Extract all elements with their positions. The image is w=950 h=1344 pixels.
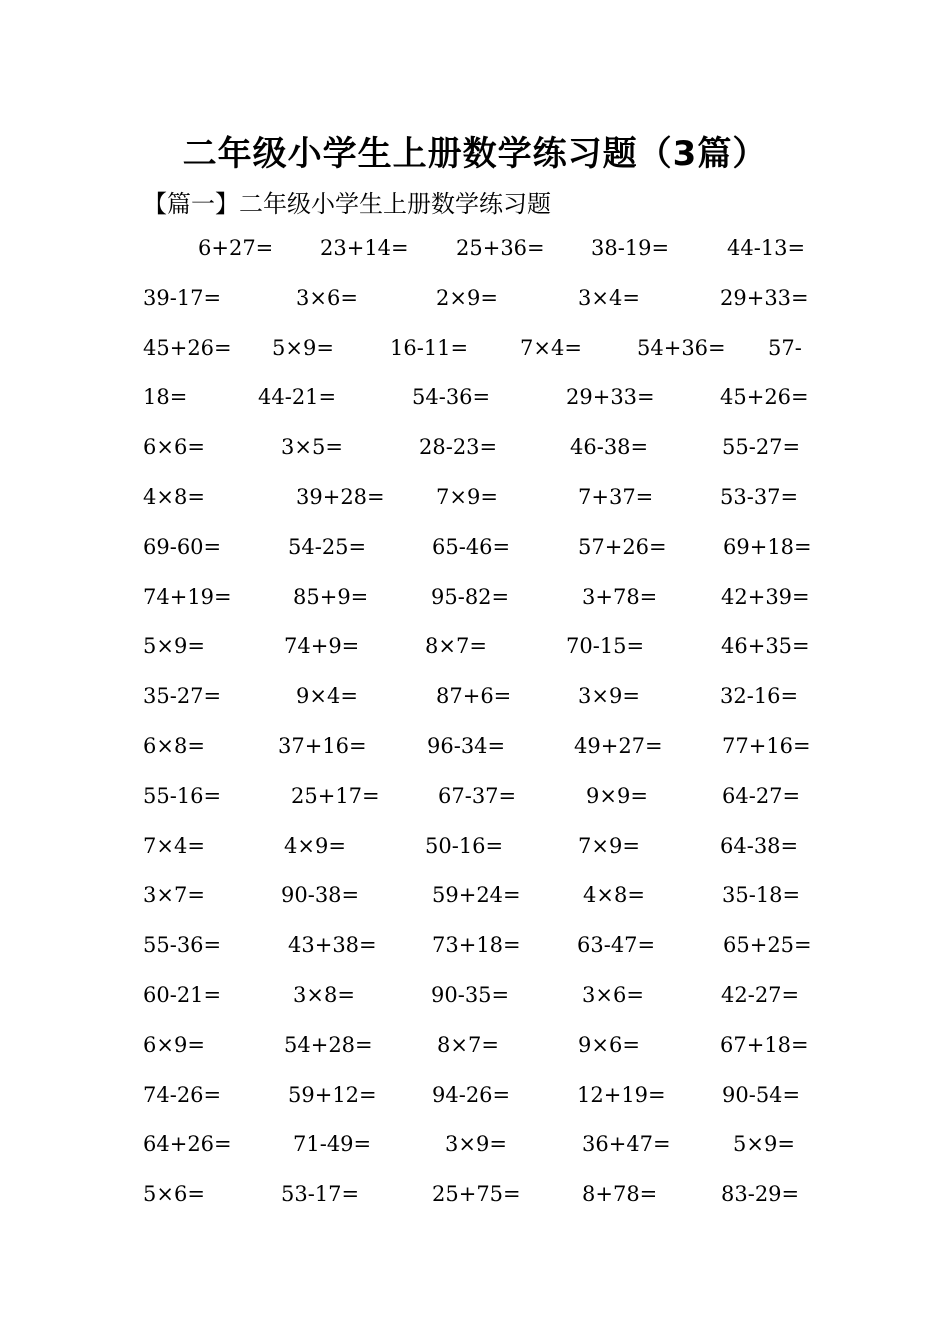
problem-item: 35-18= [722, 883, 801, 908]
problem-row [0, 731, 950, 761]
problem-item: 3×9= [445, 1132, 507, 1157]
problem-item: 7×9= [436, 485, 498, 509]
problem-item: 23+14= [320, 236, 409, 260]
problem-item: 50-16= [425, 833, 504, 858]
problem-item: 5×9= [143, 634, 205, 659]
problem-item: 69+18= [723, 534, 812, 559]
problem-item: 43+38= [288, 933, 377, 958]
problem-row [0, 382, 950, 412]
problem-row [0, 980, 950, 1010]
problem-row [0, 781, 950, 811]
problem-item: 4×9= [284, 833, 346, 858]
problem-item: 94-26= [432, 1082, 511, 1107]
problem-row [0, 1179, 950, 1209]
problem-item: 90-54= [722, 1082, 801, 1107]
problem-item: 59+12= [288, 1082, 377, 1107]
problem-item: 65-46= [432, 534, 511, 559]
problem-row [0, 631, 950, 661]
section-heading: 【篇一】二年级小学生上册数学练习题 [143, 190, 551, 218]
problem-item: 7×9= [578, 833, 640, 858]
problem-item: 3+78= [582, 584, 658, 609]
problem-item: 9×4= [296, 684, 358, 709]
problem-item: 95-82= [431, 584, 510, 609]
problem-item: 8×7= [437, 1032, 499, 1057]
problem-item: 8×7= [425, 634, 487, 659]
problem-item: 6×8= [143, 734, 205, 758]
document-title: 二年级小学生上册数学练习题（3篇） [182, 134, 768, 174]
problem-item: 25+36= [456, 236, 545, 260]
problem-item: 25+75= [432, 1182, 521, 1207]
problem-item: 44-21= [258, 385, 337, 410]
problem-item: 55-16= [143, 783, 222, 808]
problem-row [0, 532, 950, 562]
problem-item: 63-47= [577, 933, 656, 958]
problem-item: 54+36= [637, 335, 726, 360]
problem-item: 74-26= [143, 1082, 222, 1107]
problem-item: 45+26= [143, 335, 232, 360]
problem-item: 36+47= [582, 1132, 671, 1157]
problem-item: 38-19= [591, 236, 670, 260]
problem-item: 44-13= [727, 236, 806, 260]
problem-item: 64-38= [720, 833, 799, 858]
problem-row [0, 880, 950, 910]
problem-item: 3×4= [578, 285, 640, 310]
problem-item: 3×8= [293, 983, 355, 1007]
problem-item: 3×9= [578, 684, 640, 709]
problem-item: 29+33= [720, 285, 809, 310]
problem-item: 90-38= [281, 883, 360, 908]
problem-item: 16-11= [390, 335, 469, 360]
problem-item: 42-27= [721, 983, 800, 1007]
problem-item: 3×6= [296, 285, 358, 310]
problem-item: 69-60= [143, 534, 222, 559]
problem-item: 29+33= [566, 385, 655, 410]
problem-item: 74+19= [143, 584, 232, 609]
problem-item: 6×9= [143, 1032, 205, 1057]
problem-item: 28-23= [419, 435, 498, 460]
problem-item: 7+37= [578, 485, 654, 509]
problem-item: 60-21= [143, 983, 222, 1007]
problem-item: 8+78= [582, 1182, 658, 1207]
problem-item: 64+26= [143, 1132, 232, 1157]
problem-item: 54-36= [412, 385, 491, 410]
problem-item: 4×8= [583, 883, 645, 908]
problem-item: 7×4= [143, 833, 205, 858]
problem-row [0, 1080, 950, 1110]
problem-item: 2×9= [436, 285, 498, 310]
problem-item: 49+27= [574, 734, 663, 758]
problem-item: 67+18= [720, 1032, 809, 1057]
problem-item: 96-34= [427, 734, 506, 758]
problem-row [0, 1030, 950, 1060]
problem-item: 3×6= [582, 983, 644, 1007]
problem-item: 70-15= [566, 634, 645, 659]
problem-item: 87+6= [436, 684, 512, 709]
problem-row [0, 582, 950, 612]
problem-item: 9×6= [578, 1032, 640, 1057]
problem-item: 18= [143, 385, 188, 410]
problem-item: 54+28= [284, 1032, 373, 1057]
problem-item: 42+39= [721, 584, 810, 609]
problem-item: 53-17= [281, 1182, 360, 1207]
problem-item: 6×6= [143, 435, 205, 460]
problem-item: 90-35= [431, 983, 510, 1007]
problem-item: 25+17= [291, 783, 380, 808]
problem-item: 39-17= [143, 285, 222, 310]
problem-row [0, 930, 950, 960]
problem-item: 67-37= [438, 783, 517, 808]
problem-item: 54-25= [288, 534, 367, 559]
problem-item: 74+9= [284, 634, 360, 659]
problem-item: 57+26= [578, 534, 667, 559]
problem-item: 3×5= [281, 435, 343, 460]
problem-row [0, 233, 950, 263]
problem-item: 3×7= [143, 883, 205, 908]
problem-item: 37+16= [278, 734, 367, 758]
problem-row [0, 283, 950, 313]
problem-row [0, 681, 950, 711]
problem-item: 46+35= [721, 634, 810, 659]
problem-item: 9×9= [586, 783, 648, 808]
problem-item: 83-29= [721, 1182, 800, 1207]
problem-item: 64-27= [722, 783, 801, 808]
problem-item: 5×9= [272, 335, 334, 360]
problem-item: 5×6= [143, 1182, 205, 1207]
problem-item: 6+27= [198, 236, 274, 260]
problem-item: 71-49= [293, 1132, 372, 1157]
problem-item: 35-27= [143, 684, 222, 709]
problem-item: 55-36= [143, 933, 222, 958]
problem-item: 7×4= [520, 335, 582, 360]
problem-item: 12+19= [577, 1082, 666, 1107]
problem-row [0, 482, 950, 512]
problem-item: 85+9= [293, 584, 369, 609]
problem-row [0, 1129, 950, 1159]
problem-item: 65+25= [723, 933, 812, 958]
problem-item: 32-16= [720, 684, 799, 709]
problem-item: 53-37= [720, 485, 799, 509]
problem-item: 39+28= [296, 485, 385, 509]
problem-item: 45+26= [720, 385, 809, 410]
problem-item: 77+16= [722, 734, 811, 758]
problem-item: 57- [768, 335, 802, 360]
problem-item: 55-27= [722, 435, 801, 460]
problem-item: 5×9= [733, 1132, 795, 1157]
problem-item: 46-38= [570, 435, 649, 460]
problem-item: 73+18= [432, 933, 521, 958]
problem-row [0, 432, 950, 462]
problem-item: 4×8= [143, 485, 205, 509]
problem-row [0, 333, 950, 363]
problem-row [0, 831, 950, 861]
problem-item: 59+24= [432, 883, 521, 908]
